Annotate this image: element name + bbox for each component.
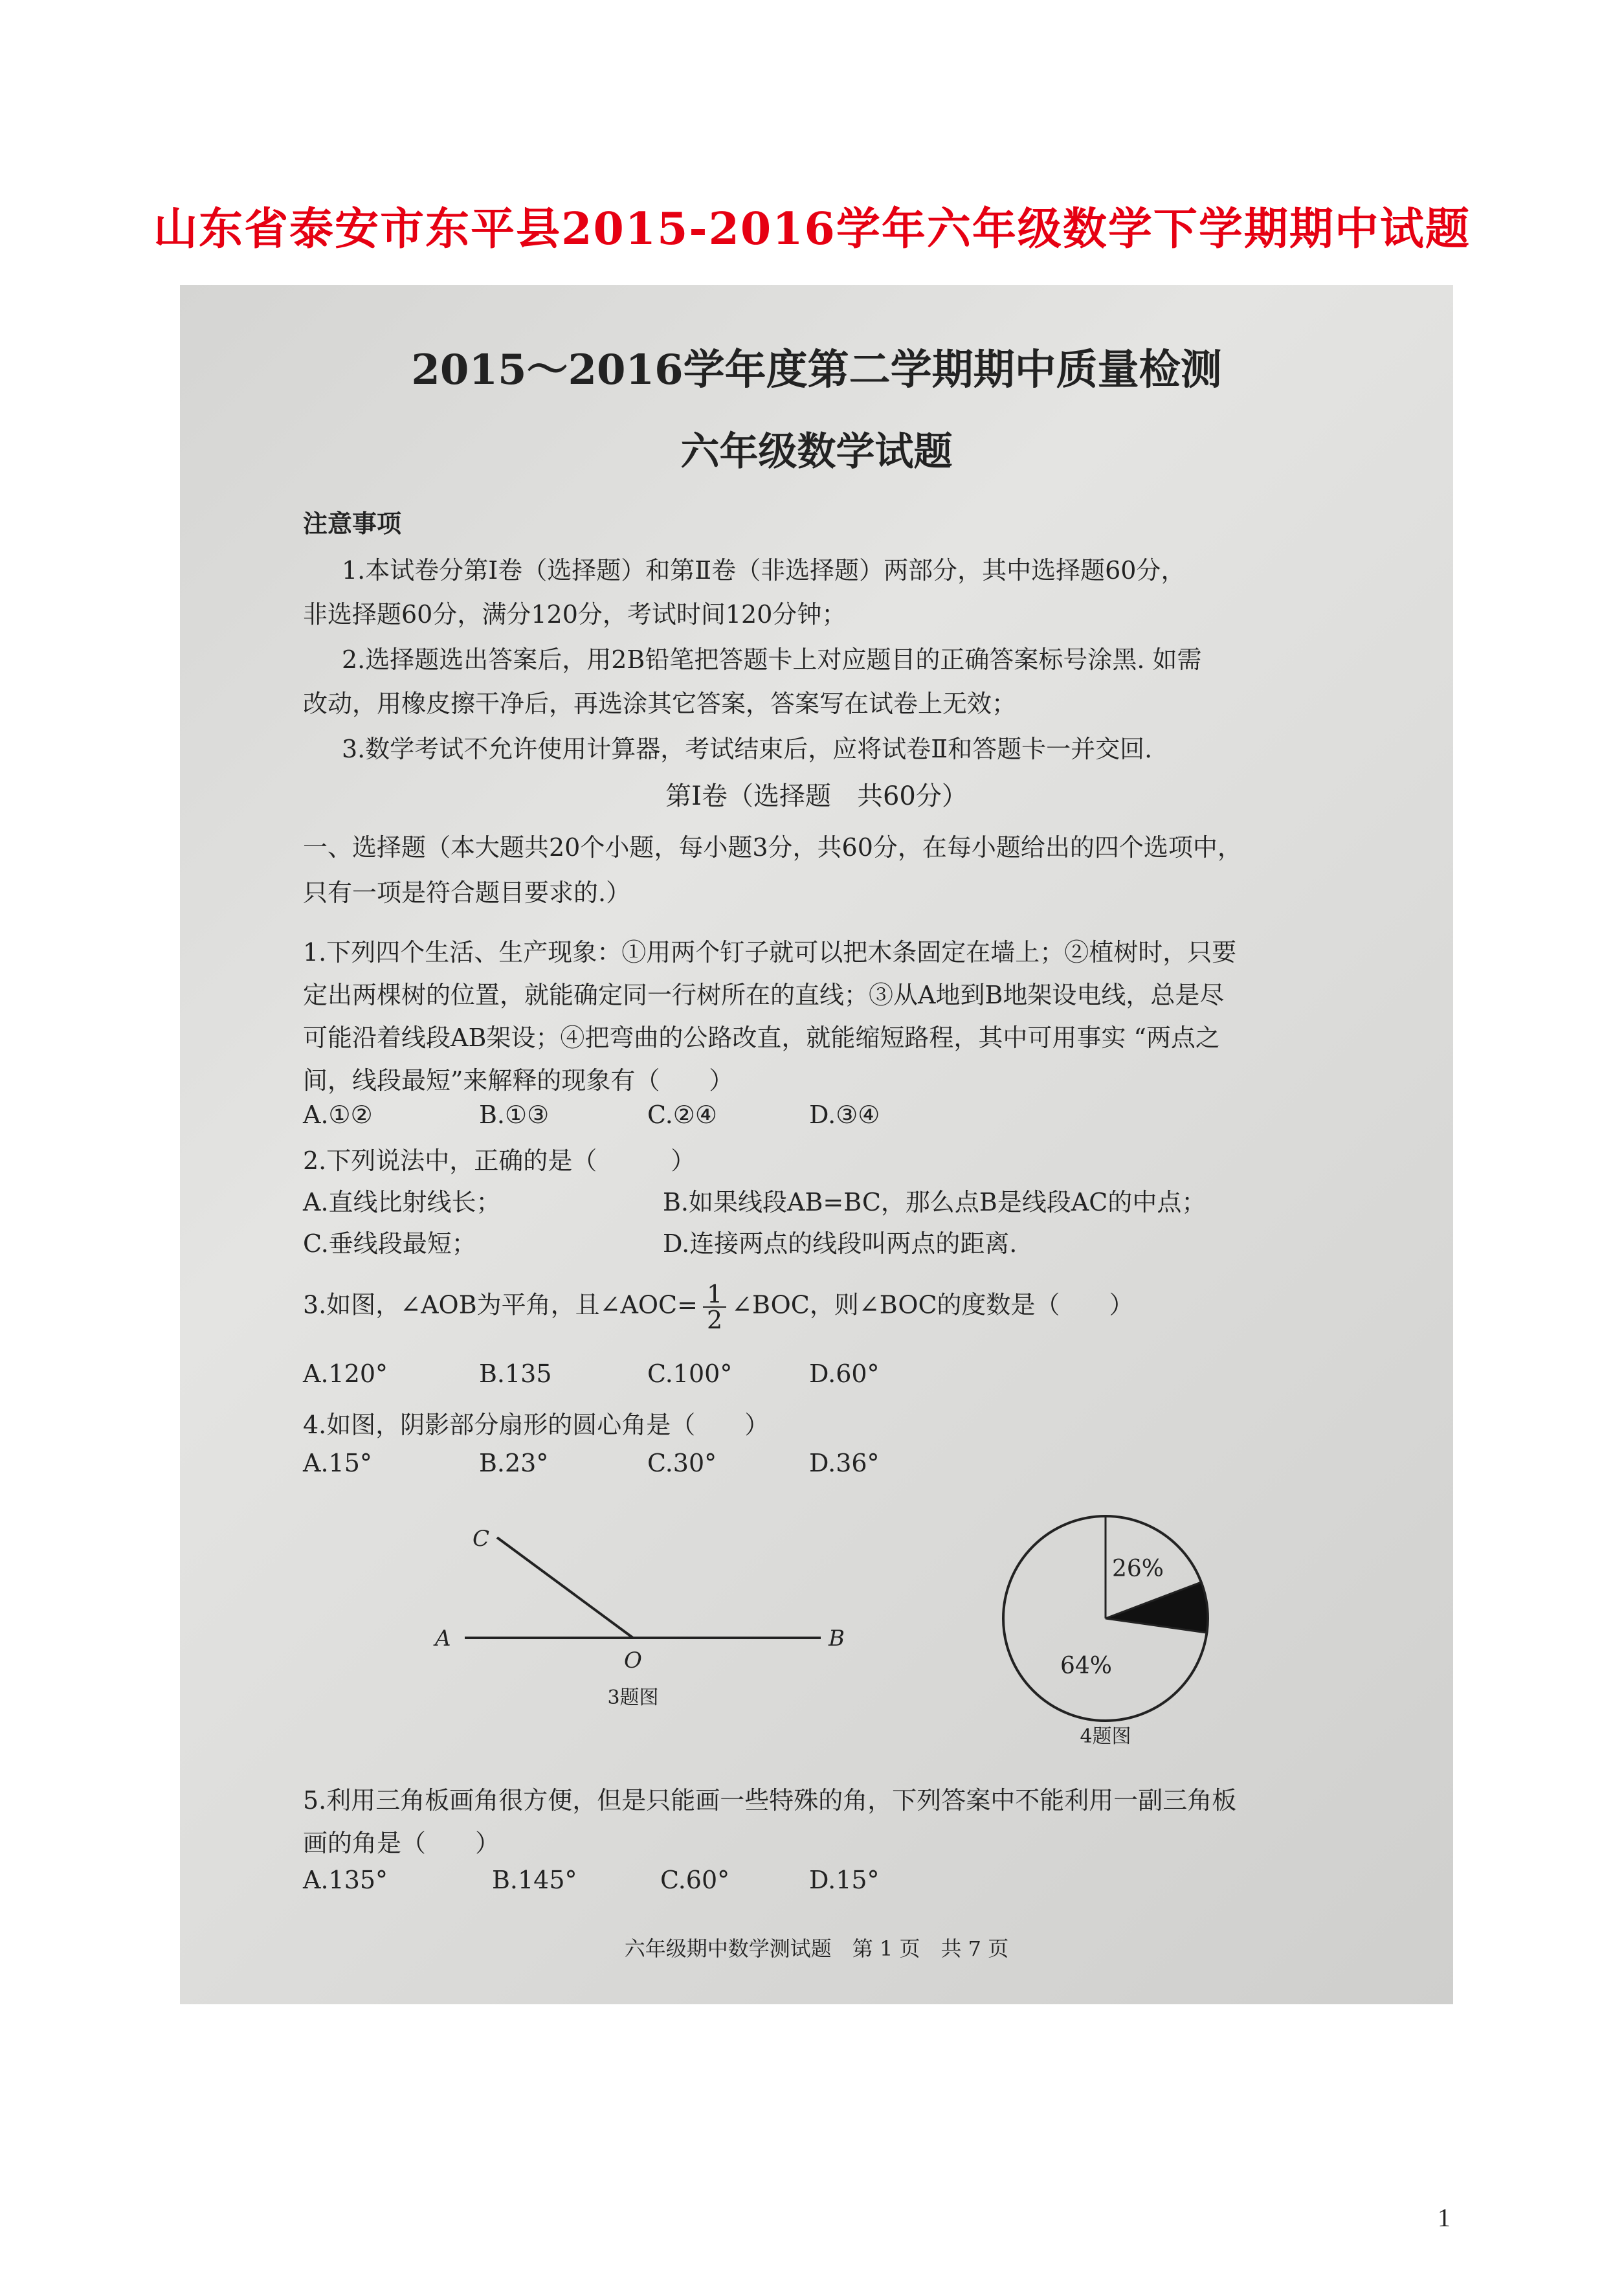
label-c: C [473,1526,490,1552]
q3-fraction [703,1282,726,1332]
exam-paper [180,285,1453,2004]
notice-line: 非选择题60分，满分120分，考试时间120分钟； [303,600,847,629]
q1-line: 定出两棵树的位置，就能确定同一行树所在的直线；③从A地到B地架设电线，总是尽 [303,981,1225,1009]
q1-option-b: B.①③ [479,1101,550,1129]
q3-option-d: D.60° [809,1359,880,1388]
q3-option-c: C.100° [647,1359,733,1388]
q4-stem: 4.如图，阴影部分扇形的圆心角是（ ） [303,1411,770,1439]
q1-option-a: A.①② [303,1101,373,1129]
section1-line: 一、选择题（本大题共20个小题，每小题3分，共60分，在每小题给出的四个选项中， [303,833,1242,862]
q1-option-d: D.③④ [809,1101,880,1129]
ray-oc [497,1538,633,1638]
q4-option-c: C.30° [647,1449,717,1477]
q4-option-b: B.23° [479,1449,549,1477]
q1-line: 间，线段最短”来解释的现象有（ ） [303,1066,734,1095]
subject-title: 六年级数学试题 [680,429,953,475]
part1-heading: 第Ⅰ卷（选择题 共60分） [665,781,968,811]
notice-line: 改动，用橡皮擦干净后，再选涂其它答案，答案写在试卷上无效； [303,689,1017,718]
q4-option-a: A.15° [303,1449,372,1477]
pie-label-26: 26% [1112,1556,1164,1582]
q2-option-d: D.连接两点的线段叫两点的距离. [663,1229,1018,1258]
exam-title: 2015～2016学年度第二学期期中质量检测 [411,346,1222,394]
fig3-caption: 3题图 [607,1686,659,1709]
q2-option-a: A.直线比射线长； [303,1188,501,1216]
label-o: O [624,1648,642,1673]
q5-option-d: D.15° [809,1866,880,1894]
q3-option-a: A.120° [303,1359,388,1388]
q5-option-c: C.60° [660,1866,730,1894]
q5-line: 画的角是（ ） [303,1829,500,1857]
notice-line: 3.数学考试不允许使用计算器，考试结束后，应将试卷Ⅱ和答题卡一并交回. [342,735,1153,763]
page-number: 1 [1438,2203,1451,2232]
fig4-caption: 4题图 [1080,1725,1131,1748]
q1-line: 1.下列四个生活、生产现象：①用两个钉子就可以把木条固定在墙上；②植树时，只要 [303,938,1237,967]
exam-footer: 六年级期中数学测试题 第 1 页 共 7 页 [624,1936,1009,1961]
q3-prefix: 3.如图，∠AOB为平角，且∠AOC= [303,1290,698,1319]
q5-option-a: A.135° [303,1866,388,1894]
q1-option-c: C.②④ [647,1101,717,1129]
q3-stem [303,1282,1134,1332]
q3-fraction-denominator: 2 [706,1306,723,1334]
pie-label-64: 64% [1060,1653,1113,1679]
q5-option-b: B.145° [492,1866,577,1894]
q3-fraction-numerator: 1 [703,1282,726,1308]
shaded-sector [1106,1582,1208,1633]
q5-line: 5.利用三角板画角很方便，但是只能画一些特殊的角，下列答案中不能利用一副三角板 [303,1786,1237,1815]
q3-option-b: B.135 [479,1359,552,1388]
notice-line: 2.选择题选出答案后，用2B铅笔把答题卡上对应题目的正确答案标号涂黑. 如需 [342,645,1202,674]
q2-option-c: C.垂线段最短； [303,1229,476,1258]
q2-stem: 2.下列说法中，正确的是（ ） [303,1146,696,1175]
q1-line: 可能沿着线段AB架设；④把弯曲的公路改直，就能缩短路程，其中可用事实 “两点之 [303,1023,1220,1052]
document-title: 山东省泰安市东平县2015-2016学年六年级数学下学期期中试题 [153,203,1471,255]
notice-heading: 注意事项 [303,509,402,538]
q3-suffix: ∠BOC，则∠BOC的度数是（ ） [731,1290,1134,1319]
figure-3-angle-diagram [426,1515,866,1709]
label-b: B [829,1626,845,1651]
figure-4-pie-diagram [976,1502,1248,1748]
section1-line: 只有一项是符合题目要求的.） [303,878,631,907]
q2-option-b: B.如果线段AB=BC，那么点B是线段AC的中点； [663,1188,1207,1216]
q4-option-d: D.36° [809,1449,880,1477]
label-a: A [435,1626,451,1651]
notice-line: 1.本试卷分第Ⅰ卷（选择题）和第Ⅱ卷（非选择题）两部分，其中选择题60分， [342,556,1186,585]
exam-page-photo [180,285,1453,2004]
